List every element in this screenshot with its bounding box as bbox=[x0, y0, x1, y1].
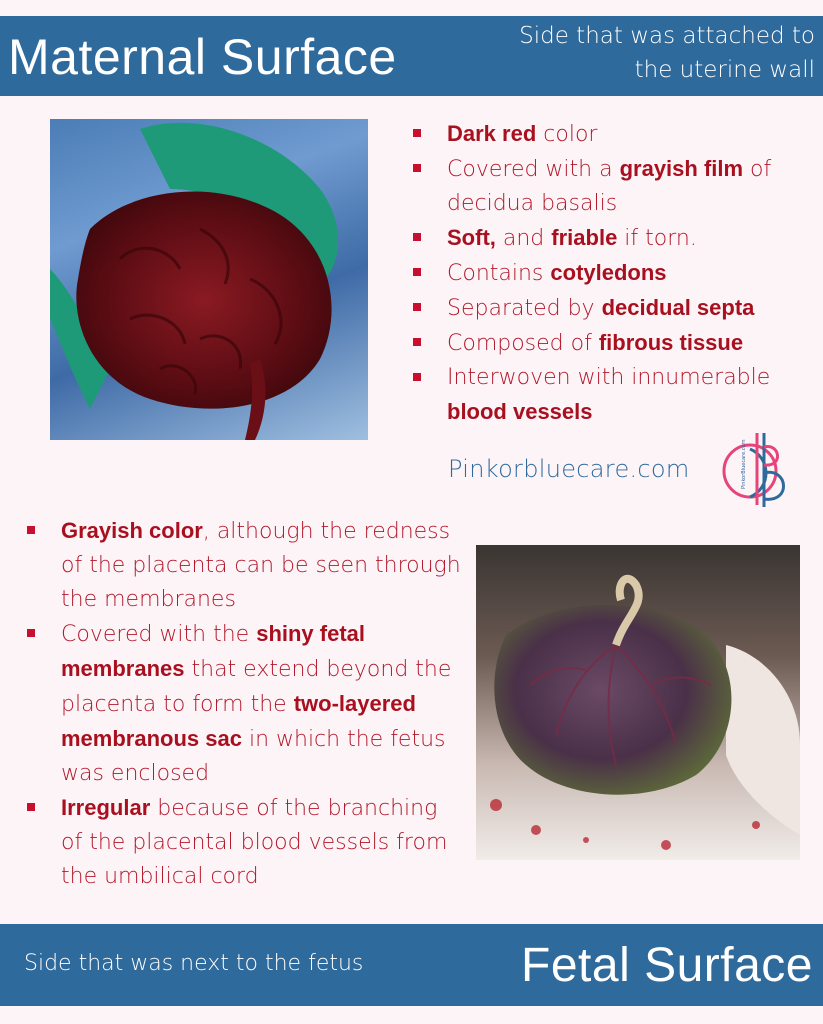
fetal-surface-note: Side that was next to the fetus bbox=[24, 951, 364, 976]
list-item bbox=[410, 361, 815, 430]
item-text: of decidua basalis bbox=[447, 157, 772, 216]
list-item bbox=[410, 117, 815, 152]
pinkorblue-logo-icon bbox=[720, 427, 796, 513]
list-item bbox=[410, 291, 815, 326]
list-item bbox=[24, 617, 464, 791]
item-text: , although the redness of the placenta can be seen through the membranes bbox=[61, 519, 461, 612]
list-item bbox=[24, 514, 464, 617]
list-item bbox=[410, 152, 815, 221]
emphasis-text: cotyledons bbox=[550, 260, 667, 285]
maternal-note-line-2: the uterine wall bbox=[634, 57, 815, 83]
emphasis-text: fibrous tissue bbox=[598, 330, 744, 355]
item-text: in which the fetus was enclosed bbox=[61, 727, 446, 786]
bullet-square-icon bbox=[413, 373, 421, 381]
emphasis-text: shiny fetal membranes bbox=[61, 621, 366, 681]
item-text: and bbox=[495, 226, 552, 251]
bullet-square-icon bbox=[413, 338, 421, 346]
list-item bbox=[24, 791, 464, 894]
bullet-square-icon bbox=[413, 268, 421, 276]
emphasis-text: Irregular bbox=[61, 795, 151, 820]
maternal-surface-title: Maternal Surface bbox=[8, 29, 397, 85]
emphasis-text: grayish film bbox=[619, 156, 744, 181]
list-item bbox=[410, 256, 815, 291]
maternal-note-line-1: Side that was attached to bbox=[519, 23, 815, 49]
fetal-characteristics-list bbox=[24, 514, 464, 894]
logo-small-text: PinkorBluecare.com bbox=[741, 439, 747, 489]
fetal-placenta-illustration bbox=[476, 545, 800, 860]
emphasis-text: decidual septa bbox=[601, 295, 755, 320]
bullet-square-icon bbox=[27, 526, 35, 534]
item-text: Composed of bbox=[447, 331, 599, 356]
bullet-square-icon bbox=[27, 629, 35, 637]
list-item bbox=[410, 326, 815, 361]
item-text: Covered with a bbox=[447, 157, 620, 182]
maternal-placenta-illustration bbox=[50, 119, 368, 440]
item-text: that extend beyond the placenta to form the bbox=[61, 657, 452, 717]
item-text: Interwoven with innumerable bbox=[447, 365, 771, 390]
emphasis-text: friable bbox=[551, 225, 618, 250]
item-text: Separated by bbox=[447, 296, 602, 321]
item-text: Contains bbox=[447, 261, 551, 286]
maternal-banner bbox=[0, 16, 823, 96]
item-text: if torn. bbox=[617, 226, 697, 251]
maternal-placenta-photo bbox=[50, 119, 368, 440]
item-text: because of the branching of the placental blood vessels from the umbilical cord bbox=[61, 796, 448, 889]
emphasis-text: blood vessels bbox=[447, 399, 593, 424]
bullet-square-icon bbox=[413, 164, 421, 172]
emphasis-text: Grayish color bbox=[61, 518, 203, 543]
list-item bbox=[410, 221, 815, 256]
bullet-square-icon bbox=[413, 303, 421, 311]
emphasis-text: Dark red bbox=[447, 121, 537, 146]
item-text: Covered with the bbox=[61, 622, 257, 647]
emphasis-text: two-layered membranous sac bbox=[61, 691, 416, 751]
maternal-surface-note bbox=[519, 19, 815, 87]
emphasis-text: Soft, bbox=[447, 225, 496, 250]
fetal-placenta-photo bbox=[476, 545, 800, 860]
maternal-characteristics-list bbox=[410, 117, 815, 430]
bullet-square-icon bbox=[27, 803, 35, 811]
fetal-surface-title: Fetal Surface bbox=[521, 939, 813, 992]
fetal-banner bbox=[0, 924, 823, 1006]
bullet-square-icon bbox=[413, 129, 421, 137]
brand-website-link[interactable]: Pinkorbluecare.com bbox=[448, 455, 690, 483]
bullet-square-icon bbox=[413, 233, 421, 241]
item-text: color bbox=[536, 122, 598, 147]
